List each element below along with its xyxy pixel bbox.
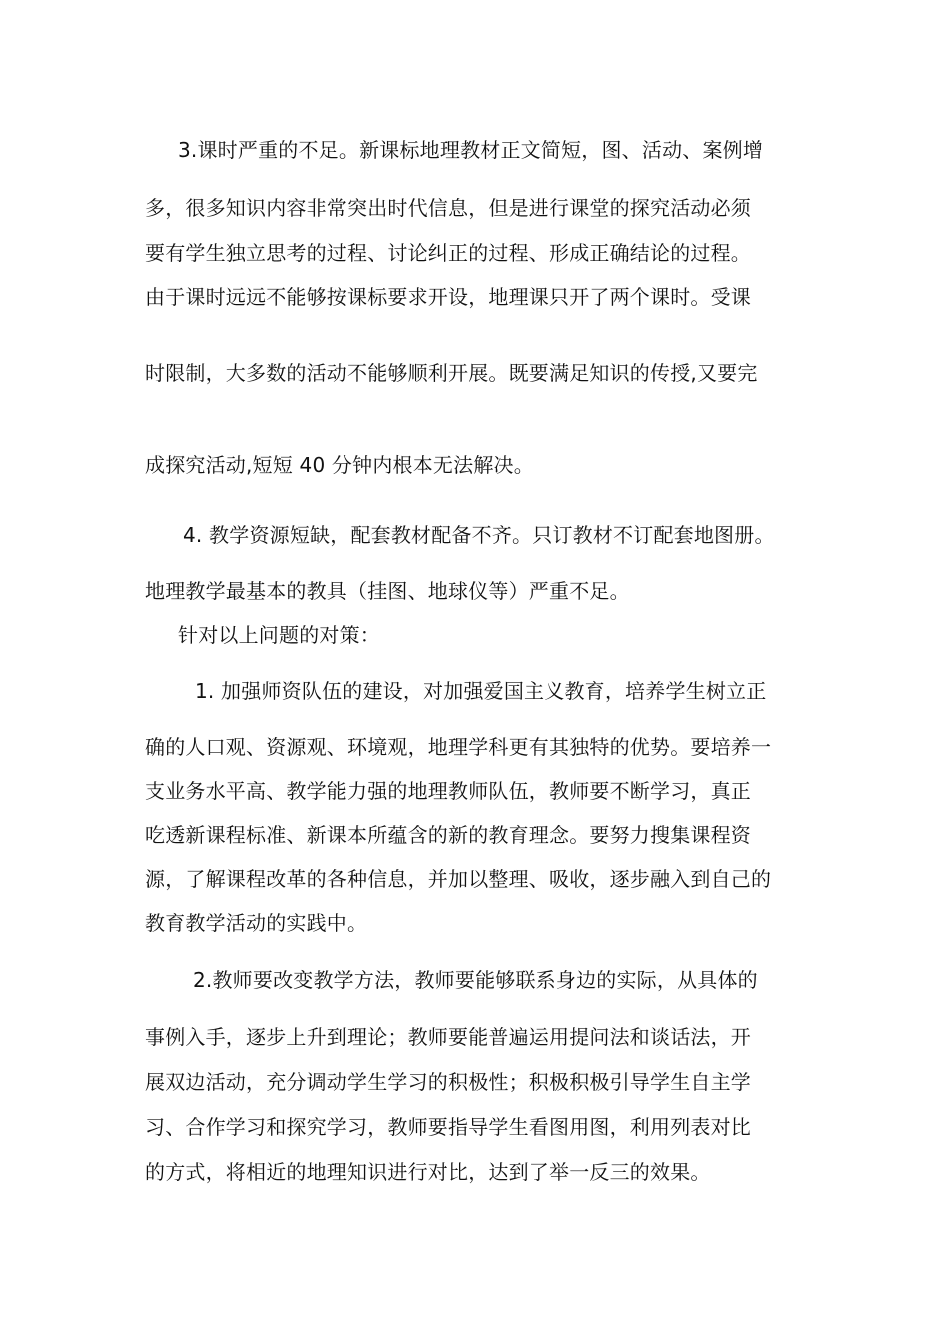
text-line: 由于课时远远不能够按课标要求开设，地理课只开了两个课时。受课 [145,285,751,309]
text-line: 多，很多知识内容非常突出时代信息，但是进行课堂的探究活动必须 [145,196,751,220]
text-line: 3.课时严重的不足。新课标地理教材正文简短，图、活动、案例增 [178,138,764,162]
text-line: 源，了解课程改革的各种信息，并加以整理、吸收，逐步融入到自己的 [145,867,772,891]
text-line: 4. 教学资源短缺，配套教材配备不齐。只订教材不订配套地图册。 [183,523,775,547]
text-line: 支业务水平高、教学能力强的地理教师队伍，教师要不断学习，真正 [145,779,751,803]
text-line: 的方式，将相近的地理知识进行对比，达到了举一反三的效果。 [145,1160,711,1184]
text-line: 2.教师要改变教学方法，教师要能够联系身边的实际，从具体的 [193,968,758,992]
text-line: 要有学生独立思考的过程、讨论纠正的过程、形成正确结论的过程。 [145,241,751,265]
text-line: 展双边活动，充分调动学生学习的积极性；积极积极引导学生自主学 [145,1070,751,1094]
text-line: 1. 加强师资队伍的建设，对加强爱国主义教育，培养学生树立正 [195,679,767,703]
text-line: 习、合作学习和探究学习，教师要指导学生看图用图，利用列表对比 [145,1115,751,1139]
text-line: 针对以上问题的对策： [178,623,380,647]
text-line: 地理教学最基本的教具（挂图、地球仪等）严重不足。 [145,579,630,603]
text-line: 确的人口观、资源观、环境观，地理学科更有其独特的优势。要培养一 [145,735,772,759]
text-line: 事例入手，逐步上升到理论；教师要能普遍运用提问法和谈话法，开 [145,1025,751,1049]
text-line: 时限制，大多数的活动不能够顺利开展。既要满足知识的传授,又要完 [145,361,758,385]
text-line: 教育教学活动的实践中。 [145,911,368,935]
text-line: 成探究活动,短短 40 分钟内根本无法解决。 [145,453,534,477]
text-line: 吃透新课程标准、新课本所蕴含的新的教育理念。要努力搜集课程资 [145,823,751,847]
